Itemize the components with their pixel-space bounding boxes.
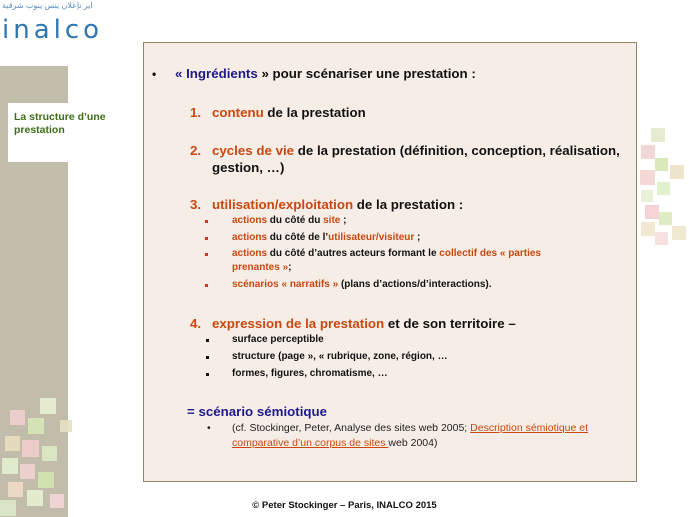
intro-line: « Ingrédients » pour scénariser une prestation :	[175, 66, 476, 81]
logo-script: ایر نإعلان ينس ينوب شرقية	[2, 1, 93, 10]
item-3-sub-2: actions du côté de l’utilisateur/visiteur ;	[232, 232, 421, 243]
item-1: 1. contenu de la prestation	[190, 105, 366, 120]
item-4-sub-bullet	[206, 373, 209, 376]
conclusion: = scénario sémiotique	[187, 404, 328, 419]
sidebar-title: La structure d’une prestation	[14, 111, 106, 136]
item-4-sub-2: structure (page », « rubrique, zone, région, …	[232, 351, 448, 362]
item-4-sub-1: surface perceptible	[232, 334, 324, 345]
reference-link[interactable]: Description sémiotique et	[470, 422, 589, 434]
reference-line1: (cf. Stockinger, Peter, Analyse des sites web 2005; Description sémiotique et	[232, 422, 589, 434]
item-3-sub-bullet	[205, 220, 208, 223]
item-3-sub-4: scénarios « narratifs » (plans d’actions/d’interactions).	[232, 279, 492, 290]
item-3-sub-1: actions du côté du site ;	[232, 215, 347, 226]
item-4-sub-3: formes, figures, chromatisme, …	[232, 368, 388, 379]
item-4-sub-bullet	[206, 356, 209, 359]
reference-bullet: •	[207, 422, 211, 434]
item-3: 3. utilisation/exploitation de la prestation :	[190, 197, 464, 212]
item-2-line2: gestion, …)	[212, 160, 285, 175]
logo: inalco	[2, 15, 104, 45]
footer: © Peter Stockinger – Paris, INALCO 2015	[252, 500, 437, 511]
intro-bullet: •	[152, 67, 157, 81]
item-4-sub-bullet	[206, 339, 209, 342]
reference-link-cont[interactable]: comparative d’un corpus de sites	[232, 437, 389, 449]
item-3-sub-3-line2: prenantes »;	[232, 262, 292, 273]
item-2: 2. cycles de vie de la prestation (définition, conception, réalisation,	[190, 143, 620, 158]
item-4: 4. expression de la prestation et de son territoire –	[190, 316, 516, 331]
item-3-sub-bullet	[205, 237, 208, 240]
item-3-sub-3: actions du côté d’autres acteurs formant le collectif des « parties	[232, 248, 541, 259]
item-3-sub-bullet	[205, 284, 208, 287]
reference-line2: comparative d’un corpus de sites web 2004)	[232, 437, 438, 449]
item-3-sub-bullet	[205, 253, 208, 256]
